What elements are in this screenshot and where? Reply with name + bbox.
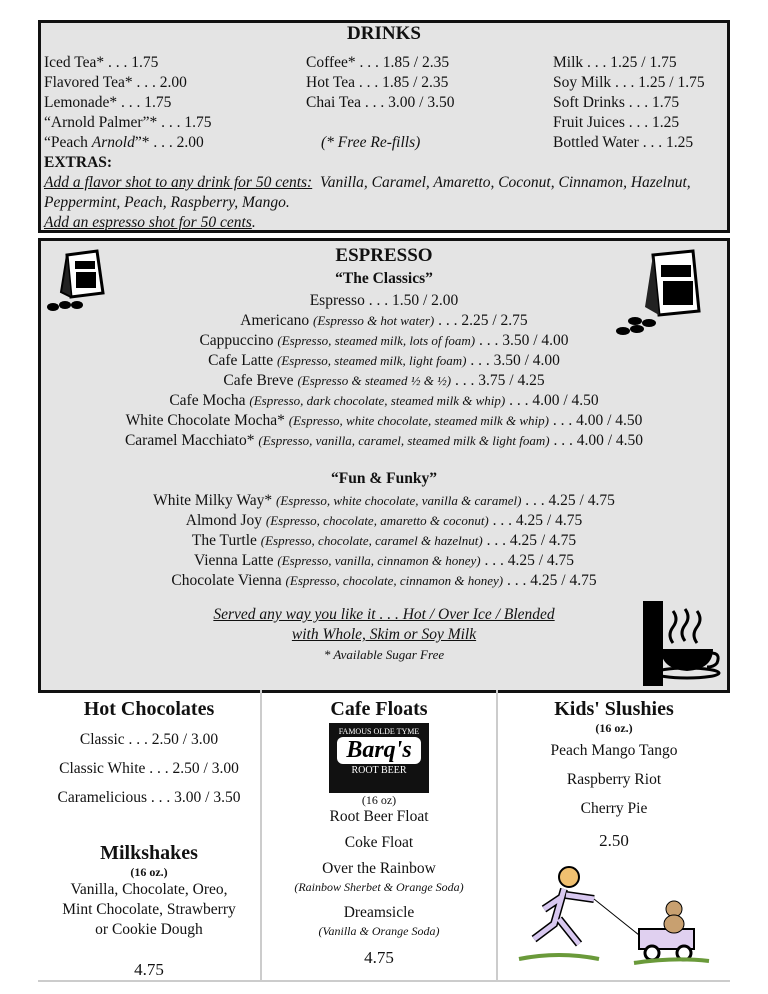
item-desc: (Espresso, white chocolate, vanilla & caramel) bbox=[276, 493, 522, 508]
milk-note: with Whole, Skim or Soy Milk bbox=[291, 626, 477, 643]
item-name: Espresso bbox=[309, 292, 365, 309]
menu-item bbox=[41, 411, 727, 431]
item-name: Root Beer Float bbox=[329, 808, 429, 825]
menu-item: Peach Mango Tango bbox=[550, 742, 678, 759]
price: 4.75 bbox=[134, 960, 164, 979]
menu-item: Iced Tea* . . . 1.75 bbox=[44, 54, 159, 71]
menu-item bbox=[41, 351, 727, 371]
menu-item bbox=[41, 291, 727, 311]
item-desc: (Espresso, vanilla, caramel, steamed milk & light foam) bbox=[258, 433, 550, 448]
drinks-col-3 bbox=[553, 53, 705, 153]
flavor-line: Mint Chocolate, Strawberry bbox=[62, 901, 236, 918]
menu-item: “Arnold Palmer”* . . . 1.75 bbox=[44, 114, 212, 131]
flavor-line: or Cookie Dough bbox=[95, 921, 203, 938]
classics-title: “The Classics” bbox=[335, 270, 433, 287]
menu-item bbox=[262, 834, 496, 852]
item-desc: (Espresso, chocolate, caramel & hazelnut) bbox=[260, 533, 483, 548]
item-price: . . . 4.00 / 4.50 bbox=[548, 412, 643, 429]
hot-chocolates-title: Hot Chocolates bbox=[83, 698, 215, 720]
menu-item bbox=[41, 491, 727, 511]
cafe-floats-title: Cafe Floats bbox=[330, 698, 428, 720]
item-name: Cafe Breve bbox=[223, 372, 298, 389]
item-price: . . . 4.00 / 4.50 bbox=[549, 432, 644, 449]
item-desc: (Espresso, steamed milk, light foam) bbox=[276, 353, 467, 368]
item-price: . . . 1.50 / 2.00 bbox=[364, 292, 459, 309]
menu-item bbox=[41, 531, 727, 551]
item-text: ”* . . . 2.00 bbox=[134, 134, 204, 151]
menu-item bbox=[41, 371, 727, 391]
refills-note: (* Free Re-fills) bbox=[321, 134, 421, 151]
price: 4.75 bbox=[364, 948, 394, 967]
menu-item bbox=[41, 431, 727, 451]
menu-item bbox=[41, 391, 727, 411]
menu-item: Coffee* . . . 1.85 / 2.35 bbox=[306, 54, 450, 71]
menu-item: Cherry Pie bbox=[580, 800, 648, 817]
price: 2.50 bbox=[599, 831, 629, 850]
extras-label: EXTRAS: bbox=[44, 154, 113, 171]
period: . bbox=[251, 214, 256, 231]
menu-item: Caramelicious . . . 3.00 / 3.50 bbox=[57, 789, 241, 806]
menu-item bbox=[41, 331, 727, 351]
espresso-section bbox=[38, 238, 730, 693]
drinks-title: DRINKS bbox=[347, 23, 421, 44]
cafe-floats-column bbox=[262, 690, 498, 980]
item-desc: (Espresso, dark chocolate, steamed milk & whip) bbox=[249, 393, 506, 408]
item-price: . . . 3.75 / 4.25 bbox=[451, 372, 545, 389]
item-desc: (Vanilla & Orange Soda) bbox=[318, 924, 440, 938]
item-price: . . . 4.25 / 4.75 bbox=[488, 512, 583, 529]
hot-chocolates-column bbox=[38, 690, 262, 980]
menu-item: Soft Drinks . . . 1.75 bbox=[553, 94, 680, 111]
item-name: Almond Joy bbox=[185, 512, 266, 529]
fun-title: “Fun & Funky” bbox=[331, 470, 437, 487]
menu-item bbox=[41, 551, 727, 571]
flavor-shot-text: Add a flavor shot to any drink for 50 cents: bbox=[44, 174, 313, 191]
menu-item: Raspberry Riot bbox=[566, 771, 662, 788]
size: (16 oz.) bbox=[130, 865, 168, 879]
logo-text: FAMOUS OLDE TYME bbox=[338, 727, 420, 736]
menu-item bbox=[41, 571, 727, 591]
menu-item bbox=[41, 311, 727, 331]
item-desc: (Espresso, white chocolate, steamed milk & whip) bbox=[288, 413, 549, 428]
drinks-section bbox=[38, 20, 730, 233]
kids-slushies-title: Kids' Slushies bbox=[554, 698, 674, 720]
menu-item: Hot Tea . . . 1.85 / 2.35 bbox=[306, 74, 449, 91]
coffee-cup-icon bbox=[643, 601, 723, 686]
size: (16 oz.) bbox=[595, 721, 633, 735]
item-price: . . . 4.00 / 4.50 bbox=[505, 392, 599, 409]
milkshakes-title: Milkshakes bbox=[100, 842, 198, 864]
item-desc: (Rainbow Sherbet & Orange Soda) bbox=[294, 880, 464, 894]
menu-item: Soy Milk . . . 1.25 / 1.75 bbox=[553, 74, 705, 91]
menu-item bbox=[44, 133, 211, 153]
kid-pulling-wagon-illustration bbox=[514, 859, 714, 969]
item-name: Cappuccino bbox=[199, 332, 278, 349]
menu-item: Classic . . . 2.50 / 3.00 bbox=[79, 731, 219, 748]
item-price: . . . 4.25 / 4.75 bbox=[503, 572, 597, 589]
item-price: . . . 4.25 / 4.75 bbox=[480, 552, 574, 569]
item-price: . . . 4.25 / 4.75 bbox=[521, 492, 615, 509]
item-name: The Turtle bbox=[191, 532, 261, 549]
item-price: . . . 3.50 / 4.00 bbox=[475, 332, 569, 349]
item-desc: (Espresso, steamed milk, lots of foam) bbox=[277, 333, 476, 348]
item-name: Over the Rainbow bbox=[322, 860, 436, 877]
item-name: Americano bbox=[240, 312, 314, 329]
item-desc: (Espresso & steamed ½ & ½) bbox=[297, 373, 452, 388]
logo-text: Barq's bbox=[337, 737, 421, 764]
menu-item: Bottled Water . . . 1.25 bbox=[553, 134, 694, 151]
menu-item bbox=[262, 808, 496, 826]
menu-item bbox=[41, 511, 727, 531]
item-name: Cafe Latte bbox=[208, 352, 277, 369]
menu-item bbox=[262, 860, 496, 896]
menu-item: Flavored Tea* . . . 2.00 bbox=[44, 74, 187, 91]
served-note: Served any way you like it . . . Hot / Over Ice / Blended bbox=[213, 606, 555, 623]
menu-item: Classic White . . . 2.50 / 3.00 bbox=[59, 760, 239, 777]
logo-text: ROOT BEER bbox=[351, 765, 407, 776]
menu-item: Milk . . . 1.25 / 1.75 bbox=[553, 54, 677, 71]
item-name: Caramel Macchiato* bbox=[124, 432, 259, 449]
item-name: White Chocolate Mocha* bbox=[125, 412, 289, 429]
sugar-free-note: * Available Sugar Free bbox=[323, 647, 445, 662]
kids-slushies-column bbox=[498, 690, 730, 980]
drinks-col-1 bbox=[44, 53, 211, 153]
item-price: . . . 4.25 / 4.75 bbox=[482, 532, 577, 549]
espresso-title: ESPRESSO bbox=[335, 245, 433, 266]
barqs-logo bbox=[329, 723, 429, 793]
item-price: . . . 3.50 / 4.00 bbox=[466, 352, 560, 369]
item-text: Arnold bbox=[91, 134, 135, 151]
menu-item: Chai Tea . . . 3.00 / 3.50 bbox=[306, 94, 455, 111]
item-name: Dreamsicle bbox=[343, 904, 415, 921]
menu-item: Lemonade* . . . 1.75 bbox=[44, 94, 172, 111]
item-price: . . . 2.25 / 2.75 bbox=[434, 312, 528, 329]
item-desc: (Espresso, vanilla, cinnamon & honey) bbox=[277, 553, 481, 568]
item-desc: (Espresso, chocolate, amaretto & coconut) bbox=[265, 513, 489, 528]
menu-item bbox=[262, 904, 496, 940]
item-name: Chocolate Vienna bbox=[171, 572, 286, 589]
flavor-line: Vanilla, Chocolate, Oreo, bbox=[70, 881, 228, 898]
item-desc: (Espresso & hot water) bbox=[313, 313, 435, 328]
item-name: Cafe Mocha bbox=[169, 392, 250, 409]
item-desc: (Espresso, chocolate, cinnamon & honey) bbox=[285, 573, 504, 588]
drinks-col-2 bbox=[306, 53, 454, 153]
extras bbox=[44, 153, 721, 233]
item-name: Vienna Latte bbox=[193, 552, 278, 569]
item-name: White Milky Way* bbox=[153, 492, 277, 509]
espresso-shot-text: Add an espresso shot for 50 cents bbox=[44, 214, 252, 231]
flavor-list: Vanilla, Caramel, Amaretto, Coconut, Cinnamon, Hazelnut, Peppermint, Peach, Raspberry, Mango. bbox=[44, 174, 695, 211]
size: (16 oz) bbox=[361, 793, 397, 807]
item-text: “Peach bbox=[44, 134, 92, 151]
menu-item: Fruit Juices . . . 1.25 bbox=[553, 114, 680, 131]
bottom-section bbox=[38, 690, 730, 982]
item-name: Coke Float bbox=[344, 834, 414, 851]
